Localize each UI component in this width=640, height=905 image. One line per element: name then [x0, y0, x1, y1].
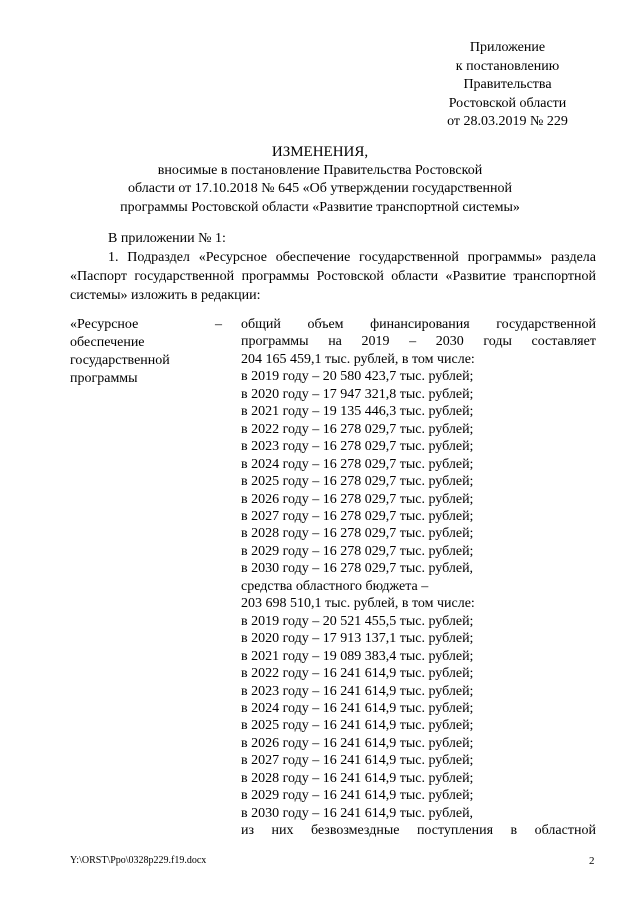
regional-year-row: в 2025 году – 16 241 614,9 тыс. рублей; — [241, 718, 474, 734]
word: в — [510, 823, 518, 839]
word: 2019 — [361, 334, 390, 350]
regional-budget-label: средства областного бюджета – — [241, 578, 429, 594]
regional-budget-total: 203 698 510,1 тыс. рублей, в том числе: — [241, 596, 475, 612]
funding-intro-line-1 — [241, 316, 596, 333]
left-cell-line: государственной — [70, 353, 170, 368]
year-row: в 2030 году – 16 278 029,7 тыс. рублей, — [241, 561, 474, 577]
regional-year-row: в 2028 году – 16 241 614,9 тыс. рублей; — [241, 770, 474, 786]
year-row: в 2029 году – 16 278 029,7 тыс. рублей; — [241, 543, 474, 559]
word: программы — [241, 334, 309, 350]
title-line: программы Ростовской области «Развитие транспортной системы» — [120, 199, 520, 215]
regional-year-row: в 2023 году – 16 241 614,9 тыс. рублей; — [241, 683, 474, 699]
year-row: в 2024 году – 16 278 029,7 тыс. рублей; — [241, 456, 474, 472]
regional-year-row: в 2020 году – 17 913 137,1 тыс. рублей; — [241, 631, 474, 647]
left-cell-line: «Ресурсное — [70, 317, 139, 332]
regional-year-row: в 2027 году – 16 241 614,9 тыс. рублей; — [241, 753, 474, 769]
table-right-cell — [241, 316, 596, 840]
funding-total: 204 165 459,1 тыс. рублей, в том числе: — [241, 351, 475, 367]
regional-year-list — [241, 613, 596, 822]
word: безвозмездные — [310, 823, 400, 839]
year-row: в 2026 году – 16 278 029,7 тыс. рублей; — [241, 491, 474, 507]
year-row: в 2027 году – 16 278 029,7 тыс. рублей; — [241, 508, 474, 524]
regional-year-row: в 2019 году – 20 521 455,5 тыс. рублей; — [241, 613, 474, 629]
title-line: области от 17.10.2018 № 645 «Об утверждении государственной — [128, 181, 512, 196]
annex-line: от 28.03.2019 № 229 — [447, 114, 568, 129]
annex-line: Приложение — [469, 40, 546, 55]
year-row: в 2020 году – 17 947 321,8 тыс. рублей; — [241, 386, 474, 402]
annex-line: Ростовской области — [448, 95, 567, 111]
regional-year-row: в 2030 году – 16 241 614,9 тыс. рублей, — [241, 805, 474, 821]
left-cell-line: программы — [70, 371, 138, 386]
regional-year-row: в 2029 году – 16 241 614,9 тыс. рублей; — [241, 788, 474, 804]
word: из — [241, 823, 255, 839]
word: годы — [483, 334, 512, 350]
regional-year-row: в 2021 году – 19 089 383,4 тыс. рублей; — [241, 648, 474, 664]
annex-line: к постановлению — [455, 58, 560, 74]
word: государственной — [496, 317, 596, 332]
word: общий — [241, 317, 281, 332]
year-row: в 2021 году – 19 135 446,3 тыс. рублей; — [241, 404, 474, 420]
paragraph-intro: В приложении № 1: — [108, 231, 226, 246]
word: поступления — [416, 823, 494, 839]
left-cell-line: обеспечение — [70, 335, 145, 350]
regional-year-row: в 2024 году – 16 241 614,9 тыс. рублей; — [241, 700, 474, 716]
table-dash: – — [215, 317, 222, 332]
document-title — [100, 143, 540, 217]
regional-year-row: в 2026 году – 16 241 614,9 тыс. рублей; — [241, 735, 474, 751]
year-row: в 2025 году – 16 278 029,7 тыс. рублей; — [241, 474, 474, 490]
word: 2030 — [435, 334, 464, 350]
year-list — [241, 368, 596, 577]
word: – — [409, 334, 417, 350]
word: на — [328, 334, 342, 350]
word: составляет — [531, 334, 596, 350]
title-heading: ИЗМЕНЕНИЯ, — [271, 144, 369, 160]
regional-year-row: в 2022 году – 16 241 614,9 тыс. рублей; — [241, 666, 474, 682]
word: финансирования — [370, 317, 470, 332]
year-row: в 2023 году – 16 278 029,7 тыс. рублей; — [241, 439, 474, 455]
page-number: 2 — [589, 855, 595, 867]
funding-intro-line-2 — [241, 333, 596, 350]
word: объем — [307, 317, 344, 332]
paragraph-item-1: 1. Подраздел «Ресурсное обеспечение государственной программы» раздела «Паспорт государственной программы Ростовской области «Развитие транспортной системы» изложить в редакции: — [70, 250, 596, 303]
word: областной — [534, 823, 596, 839]
grants-line — [241, 822, 596, 839]
footer-file-path: Y:\ORST\Ppo\0328p229.f19.docx — [70, 855, 207, 866]
table-left-cell — [70, 316, 230, 388]
annex-block — [420, 39, 595, 132]
word: них — [271, 823, 294, 839]
year-row: в 2019 году – 20 580 423,7 тыс. рублей; — [241, 369, 474, 385]
year-row: в 2028 году – 16 278 029,7 тыс. рублей; — [241, 526, 474, 542]
year-row: в 2022 году – 16 278 029,7 тыс. рублей; — [241, 421, 474, 437]
annex-line: Правительства — [463, 77, 552, 92]
title-line: вносимые в постановление Правительства Ростовской — [157, 162, 483, 178]
